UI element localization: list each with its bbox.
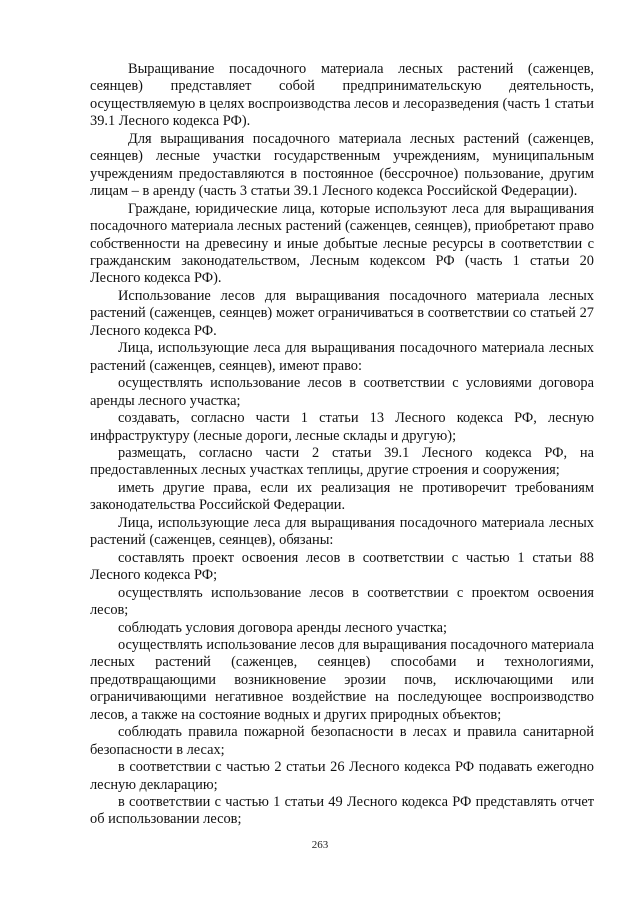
list-item-right: иметь другие права, если их реализация не противоречит требованиям законодательства Российской Федерации. <box>90 479 594 514</box>
list-item-obligation: осуществлять использование лесов для выращивания посадочного материала лесных растений (саженцев, сеянцев) способами и технологиями, предотвращающими возникновение эрозии почв, исключающими или ограничивающими негативное воздействие на последующее воспроизводство лесов, а также на состояние водных и других природных объектов; <box>90 636 594 723</box>
paragraph-land-provision: Для выращивания посадочного материала лесных растений (саженцев, сеянцев) лесные участки государственным учреждениям, муниципальным учреждениям предоставляются в постоянное (бессрочное) пользование, другим лицам – в аренду (часть 3 статьи 39.1 Лесного кодекса Российской Федерации). <box>90 130 594 200</box>
list-item-obligation: в соответствии с частью 2 статьи 26 Лесного кодекса РФ подавать ежегодно лесную декларацию; <box>90 759 594 793</box>
paragraph-cultivation-definition: Выращивание посадочного материала лесных растений (саженцев, сеянцев) представляет собой предпринимательскую деятельность, осуществляемую в целях воспроизводства лесов и лесоразведения (часть 1 статьи 39.1 Лесного кодекса РФ). <box>90 61 594 130</box>
body-text <box>90 61 594 829</box>
paragraph-ownership-rights: Граждане, юридические лица, которые используют леса для выращивания посадочного материала лесных растений (саженцев, сеянцев), приобретают право собственности на древесину и иные добытые лесные ресурсы в соответствии с гражданским законодательством, Лесным кодексом РФ (часть 1 статьи 20 Лесного кодекса РФ). <box>90 200 594 287</box>
paragraph-use-restrictions: Использование лесов для выращивания посадочного материала лесных растений (саженцев, сеянцев) может ограничиваться в соответствии со статьей 27 Лесного кодекса РФ. <box>90 287 594 339</box>
paragraph-rights-intro: Лица, использующие леса для выращивания посадочного материала лесных растений (саженцев, сеянцев), имеют право: <box>90 340 594 374</box>
list-item-right: размещать, согласно части 2 статьи 39.1 Лесного кодекса РФ, на предоставленных лесных участках теплицы, другие строения и сооружения; <box>90 444 594 479</box>
page-number: 263 <box>311 839 329 851</box>
list-item-right: осуществлять использование лесов в соответствии с условиями договора аренды лесного участка; <box>90 375 594 409</box>
list-item-obligation: составлять проект освоения лесов в соответствии с частью 1 статьи 88 Лесного кодекса РФ; <box>90 549 594 584</box>
list-item-obligation: в соответствии с частью 1 статьи 49 Лесного кодекса РФ представлять отчет об использовании лесов; <box>90 794 594 828</box>
list-item-obligation: осуществлять использование лесов в соответствии с проектом освоения лесов; <box>90 584 594 619</box>
list-item-obligation: соблюдать условия договора аренды лесного участка; <box>118 619 447 636</box>
paragraph-obligations-intro: Лица, использующие леса для выращивания посадочного материала лесных растений (саженцев, сеянцев), обязаны: <box>90 514 594 549</box>
list-item-right: создавать, согласно части 1 статьи 13 Лесного кодекса РФ, лесную инфраструктуру (лесные дороги, лесные склады и другую); <box>90 410 594 444</box>
list-item-obligation: соблюдать правила пожарной безопасности в лесах и правила санитарной безопасности в лесах; <box>90 724 594 758</box>
